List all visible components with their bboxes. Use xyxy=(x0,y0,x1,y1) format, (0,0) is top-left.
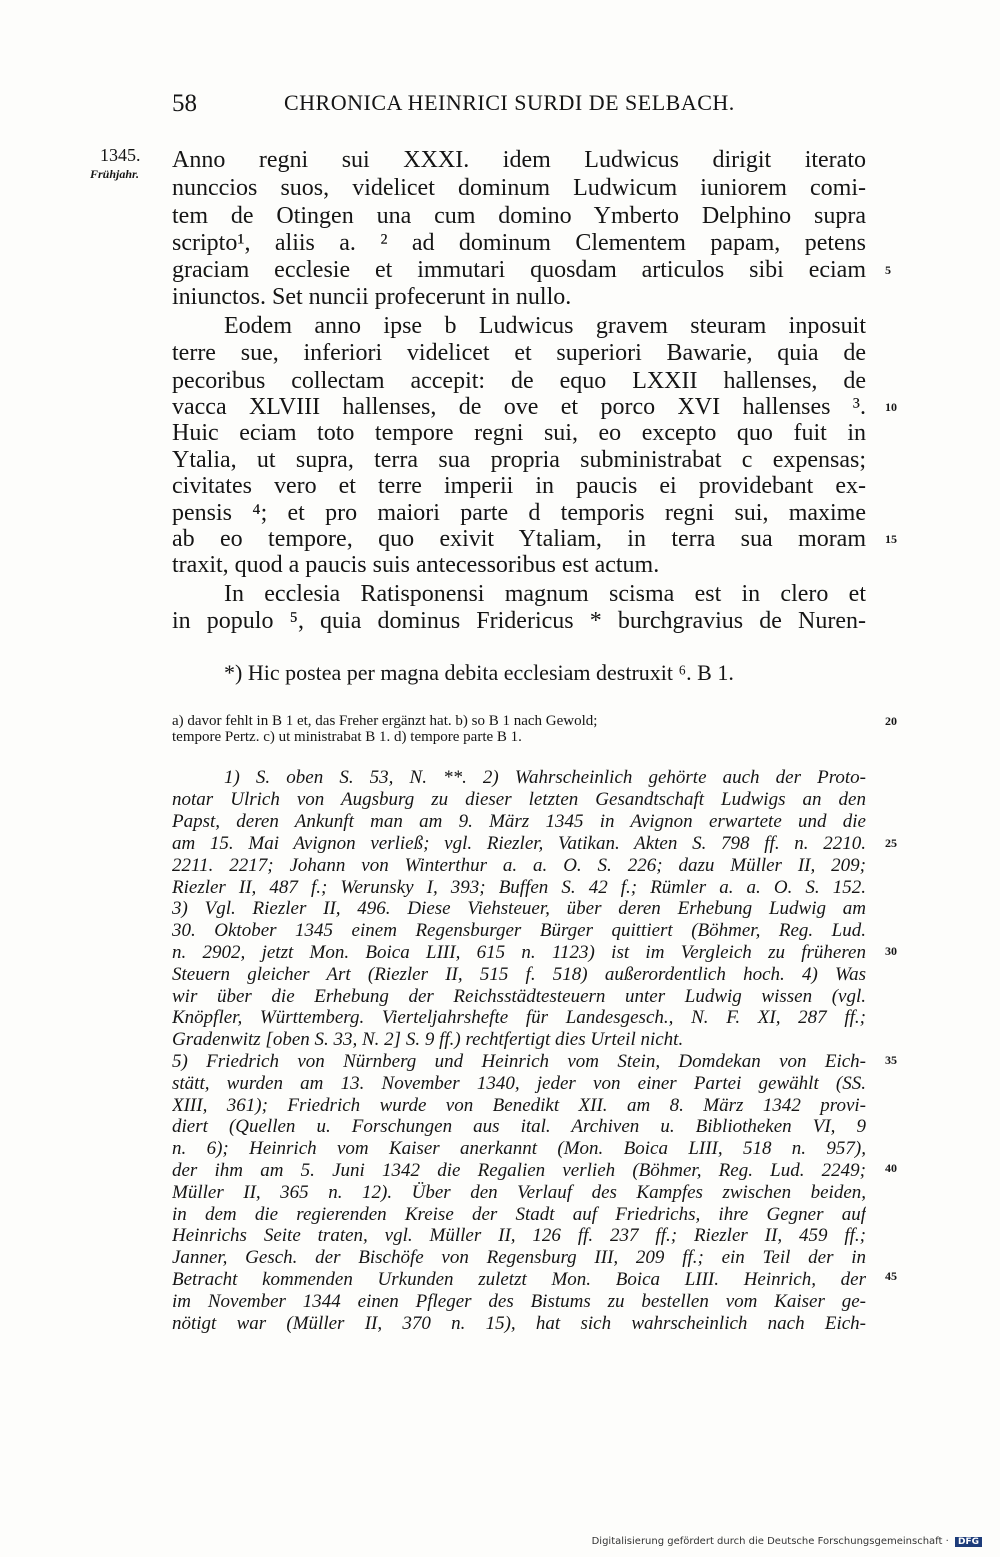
text-line: civitates vero et terre imperii in paucis ei providebant ex- xyxy=(172,473,866,499)
footnote-line: am 15. Mai Avignon verließ; vgl. Riezler, Vatikan. Akten S. 798 ff. n. 2210. xyxy=(172,833,866,854)
footnote-line: diert (Quellen u. Forschungen aus ital. Archiven u. Bibliotheken VI, 9 xyxy=(172,1116,866,1137)
footnote-line: 2211. 2217; Johann von Winterthur a. a. O. S. 226; dazu Müller II, 209; xyxy=(172,855,866,876)
variant-line: a) davor fehlt in B 1 et, das Freher ergänzt hat. b) so B 1 nach Gewold; xyxy=(172,713,598,729)
line-number: 40 xyxy=(885,1161,897,1175)
footnote-line: 3) Vgl. Riezler II, 496. Diese Viehsteuer, über deren Erhebung Ludwig am xyxy=(172,898,866,919)
text-line: ab eo tempore, quo exivit Ytaliam, in terra sua moram xyxy=(172,526,866,552)
text-line: pecoribus collectam accepit: de equo LXXII hallenses, de xyxy=(172,368,866,394)
text-line: Huic eciam toto tempore regni sui, eo excepto quo fuit in xyxy=(172,420,866,446)
text-line: nunccios suos, videlicet dominum Ludwicum iuniorem comi- xyxy=(172,175,866,201)
text-line: graciam ecclesie et immutari quosdam articulos sibi eciam xyxy=(172,257,866,283)
page-header xyxy=(172,90,872,118)
footnote-line: nötigt war (Müller II, 370 n. 15), hat sich wahrscheinlich nach Eich- xyxy=(172,1313,866,1334)
star-note: *) Hic postea per magna debita ecclesiam destruxit ⁶. B 1. xyxy=(224,660,734,685)
text-line: In ecclesia Ratisponensi magnum scisma est in clero et xyxy=(224,581,866,607)
footnote-line: Müller II, 365 n. 12). Über den Verlauf des Kampfes zwischen beiden, xyxy=(172,1182,866,1203)
footnote-line: n. 6); Heinrich vom Kaiser anerkannt (Mon. Boica LIII, 518 n. 957), xyxy=(172,1138,866,1159)
footnote-line: Gradenwitz [oben S. 33, N. 2] S. 9 ff.) rechtfertigt dies Urteil nicht. xyxy=(172,1029,684,1050)
line-number: 20 xyxy=(885,714,897,728)
footnote-line: 1) S. oben S. 53, N. **. 2) Wahrscheinlich gehörte auch der Proto- xyxy=(224,767,866,788)
text-line: in populo ⁵, quia dominus Fridericus * burchgravius de Nuren- xyxy=(172,608,866,634)
footnote-line: im November 1344 einen Pfleger des Bistums zu bestellen vom Kaiser ge- xyxy=(172,1291,866,1312)
text-line: scripto¹, aliis a. ² ad dominum Clementem papam, petens xyxy=(172,230,866,256)
running-head: CHRONICA HEINRICI SURDI DE SELBACH. xyxy=(284,90,735,115)
text-line: pensis ⁴; et pro maiori parte d temporis regni sui, maxime xyxy=(172,500,866,526)
footnote-line: Riezler II, 487 f.; Werunsky I, 393; Buffen S. 42 f.; Rümler a. a. O. S. 152. xyxy=(172,877,866,898)
line-number: 15 xyxy=(885,532,897,546)
footnote-line: XIII, 361); Friedrich wurde von Benedikt XII. am 8. März 1342 provi- xyxy=(172,1095,866,1116)
line-number: 5 xyxy=(885,263,891,277)
line-number: 30 xyxy=(885,944,897,958)
dfg-logo: DFG xyxy=(955,1537,982,1547)
text-line: Ytalia, ut supra, terra sua propria subministrabat c expensas; xyxy=(172,447,866,473)
footnote-line: notar Ulrich von Augsburg zu dieser letzten Gesandtschaft Ludwigs an den xyxy=(172,789,866,810)
footnote-line: Janner, Gesch. der Bischöfe von Regensburg III, 209 ff.; ein Teil der in xyxy=(172,1247,866,1268)
credit-text: Digitalisierung gefördert durch die Deutsche Forschungsgemeinschaft · xyxy=(591,1536,949,1547)
text-line: Eodem anno ipse b Ludwicus gravem steuram inposuit xyxy=(224,313,866,339)
text-line: vacca XLVIII hallenses, de ove et porco XVI hallenses ³. xyxy=(172,394,866,420)
text-line: Anno regni sui XXXI. idem Ludwicus dirigit iterato xyxy=(172,147,866,173)
margin-year: 1345. xyxy=(100,145,141,165)
footnote-line: Betracht kommenden Urkunden zuletzt Mon. Boica LIII. Heinrich, der xyxy=(172,1269,866,1290)
footnote-line: Steuern gleicher Art (Riezler II, 515 f. 518) außerordentlich hoch. 4) Was xyxy=(172,964,866,985)
text-line: tem de Otingen una cum domino Ymberto Delphino supra xyxy=(172,203,866,229)
footnote-line: in dem die regierenden Kreise der Stadt auf Friedrichs, ihre Gegner auf xyxy=(172,1204,866,1225)
text-line: terre sue, inferiori videlicet et superiori Bawarie, quia de xyxy=(172,340,866,366)
text-line: iniunctos. Set nuncii profecerunt in nullo. xyxy=(172,284,572,310)
footnote-line: Knöpfler, Württemberg. Vierteljahrshefte für Landesgesch., N. F. XI, 287 ff.; xyxy=(172,1007,866,1028)
footnote-line: 30. Oktober 1345 einem Regensburger Bürger quittiert (Böhmer, Reg. Lud. xyxy=(172,920,866,941)
line-number: 10 xyxy=(885,400,897,414)
footnote-line: der ihm am 5. Juni 1342 die Regalien verlieh (Böhmer, Reg. Lud. 2249; xyxy=(172,1160,866,1181)
footnote-line: n. 2902, jetzt Mon. Boica LIII, 615 n. 1123) ist im Vergleich zu früheren xyxy=(172,942,866,963)
footnote-line: wir über die Erhebung der Reichsstädtesteuern unter Ludwig wissen (vgl. xyxy=(172,986,866,1007)
footnote-line: stätt, wurden am 13. November 1340, jeder von einer Partei gewählt (SS. xyxy=(172,1073,866,1094)
footnote-line: Heinrichs Seite traten, vgl. Müller II, 126 ff. 237 ff.; Riezler II, 459 ff.; xyxy=(172,1225,866,1246)
variant-line: tempore Pertz. c) ut ministrabat B 1. d) tempore parte B 1. xyxy=(172,729,522,745)
line-number: 45 xyxy=(885,1269,897,1283)
footnote-line: Papst, deren Ankunft man am 9. März 1345 in Avignon erwartete und die xyxy=(172,811,866,832)
text-line: traxit, quod a paucis suis antecessoribus est actum. xyxy=(172,552,660,578)
line-number: 25 xyxy=(885,836,897,850)
line-number: 35 xyxy=(885,1053,897,1067)
margin-season: Frühjahr. xyxy=(90,167,140,181)
page-number: 58 xyxy=(172,90,197,117)
footnote-line: 5) Friedrich von Nürnberg und Heinrich vom Stein, Domdekan von Eich- xyxy=(172,1051,866,1072)
digitization-credit xyxy=(592,1536,982,1547)
